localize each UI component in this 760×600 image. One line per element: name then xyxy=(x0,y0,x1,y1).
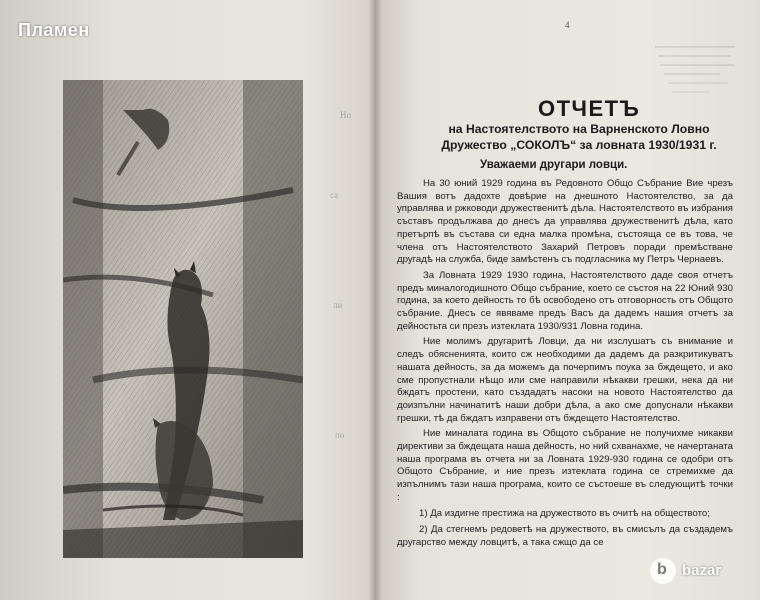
faded-text-lines xyxy=(650,42,740,122)
bleed-through-text: ли xyxy=(333,300,343,310)
book-gutter xyxy=(368,0,382,600)
paragraph: За Ловната 1929 1930 година, Настоятелството даде своя отчетъ предъ миналогодишното Общо събрание, което се състоя на 22 Юний 930 година, за което дейность то бѣ освободено отъ отговорность отъ Общото събрание. Днесъ се явяваме предъ Васъ да дадемъ нашия отчетъ за дейностьта си презъ изтеклата 1930/931 Ловна година. xyxy=(397,269,733,332)
logo-mark: b xyxy=(657,561,667,578)
forest-engraving xyxy=(63,80,303,558)
bazar-logo xyxy=(648,552,754,592)
subtitle-line: Дружество „СОКОЛЪ“ за ловната 1930/1931 г. xyxy=(441,138,717,152)
list-item: 1) Да издигне престижа на дружеството въ очитѣ на обществото; xyxy=(419,507,710,519)
document-subtitle xyxy=(420,121,738,153)
subtitle-line: на Настоятелството на Варненското Ловно xyxy=(448,122,710,136)
paragraph: Ние молимъ другаритѣ Ловци, да ни изслушатъ съ внимание и следъ обясненията, които сж необходими да дадемъ да разкритикуватъ нашата дейность, за да можемъ да почерпимъ поука за бждещето, и ако сме пропустнали нѣщо или сме направили нѣкакви грешки, нека да ни бждатъ простени, като създадатъ насоки на новото Настоятелство да доизпълни начинатитѣ наши добри дѣла, а ако сме допуснали нѣкакви грешки, тѣ да бждатъ изправени отъ бждещето Настоятелство. xyxy=(397,336,733,424)
salutation: Уважаеми другари ловци. xyxy=(480,159,628,171)
bleed-through-text: по xyxy=(335,430,345,440)
page-number: 4 xyxy=(565,20,570,30)
paragraph: Ние миналата година въ Общото събрание не получихме никакви директиви за бждещата наша дейность, но ний схванахме, че начертаната наша програма въ отчета ни за Ловната 1929-930 година се одобри отъ Общото Събрание, и ние презъ изтеклата година се стремихме да изпълнимъ тази наша програма, които се състоеше въ следующитѣ точки : xyxy=(397,428,733,503)
report-body xyxy=(397,178,733,554)
bleed-through-corner xyxy=(650,42,740,122)
illustration-cats-in-forest xyxy=(63,80,303,558)
paragraph: На 30 юний 1929 година въ Редовното Общо Събрание Вие чрезъ Вашия вотъ дадохте довѣрие на днешното Настоятелство, за да управлява и ржководи дружественитѣ дѣла. Настоятелството въ избрания съставъ продължава до днесъ да управлява дружественитѣ дѣла, като претърпѣ въ състава си една малка промѣна, състояща се въ това, че члена отъ Настоятелството Захарий Петровъ поради премѣстване другадѣ на служба, биде замѣстенъ съ подгласника му Петръ Чернаевъ. xyxy=(397,178,733,266)
logo-text: bazar xyxy=(682,562,722,579)
document-title: ОТЧЕТЪ xyxy=(538,96,641,121)
seller-watermark: Пламен xyxy=(18,20,90,40)
bleed-through-text: Но xyxy=(340,110,351,120)
bleed-through-text: са xyxy=(330,190,339,200)
list-item: 2) Да стегнемъ редоветѣ на дружеството, въ смисълъ да създадемъ другарство между ловцитѣ, а така сжщо да се xyxy=(397,524,733,548)
left-page xyxy=(0,0,375,600)
